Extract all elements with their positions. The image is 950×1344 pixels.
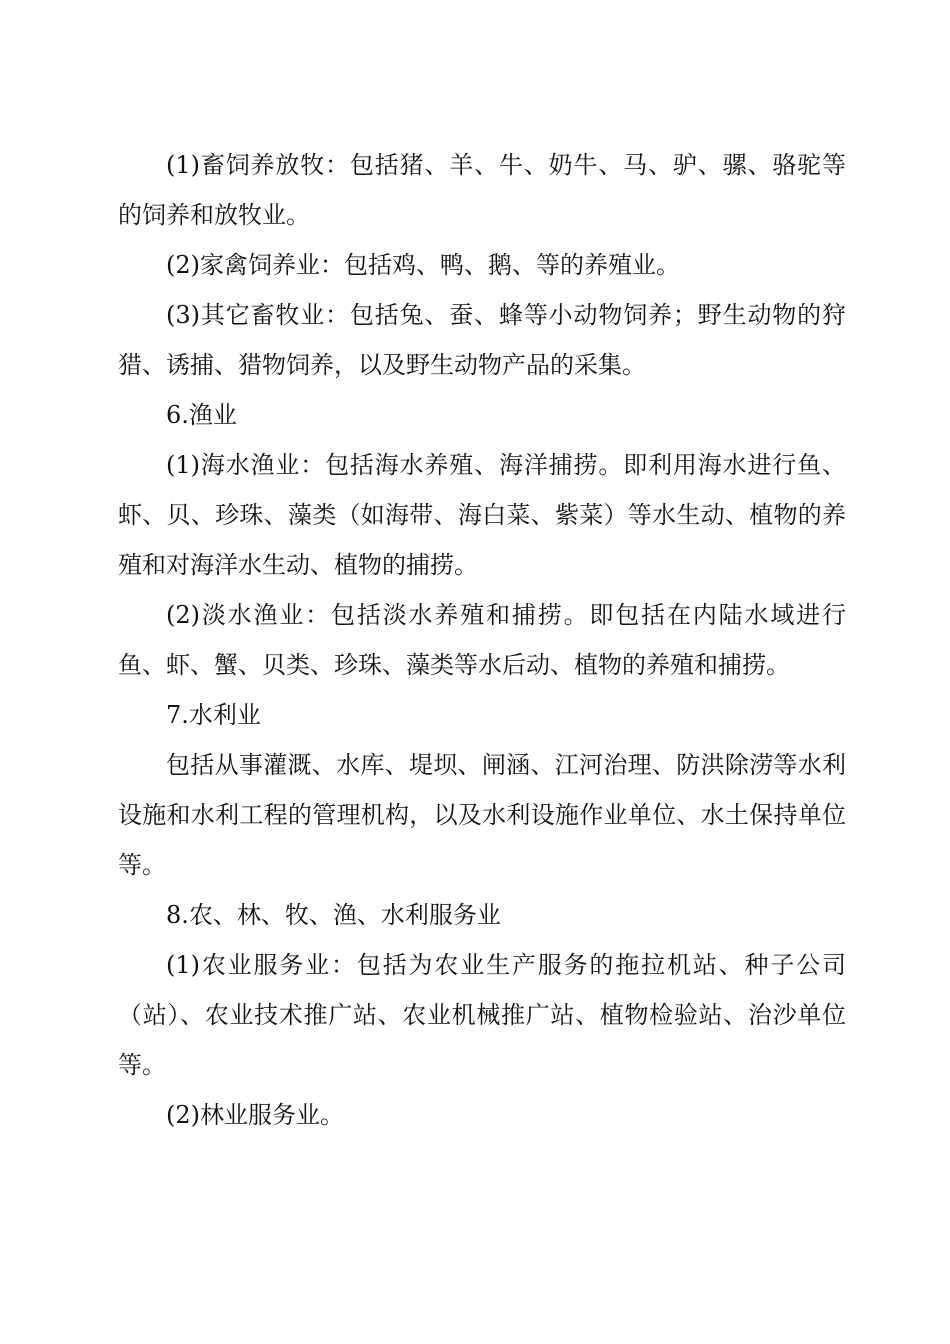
paragraph-agri-services: (1)农业服务业：包括为农业生产服务的拖拉机站、种子公司（站）、农业技术推广站、农业机械推广站、植物检验站、治沙单位等。 (118, 951, 846, 1079)
document-body (118, 140, 846, 1140)
heading-services: 8.农、林、牧、渔、水利服务业 (166, 901, 501, 929)
heading-water-conservancy: 7.水利业 (166, 701, 261, 729)
paragraph-water-conservancy: 包括从事灌溉、水库、堤坝、闸涵、江河治理、防洪除涝等水利设施和水利工程的管理机构，以及水利设施作业单位、水土保持单位等。 (118, 751, 846, 879)
paragraph-livestock-grazing: (1)畜饲养放牧：包括猪、羊、牛、奶牛、马、驴、骡、骆驼等的饲养和放牧业。 (118, 151, 846, 229)
paragraph-forestry-services: (2)林业服务业。 (166, 1101, 344, 1129)
paragraph-other-husbandry: (3)其它畜牧业：包括兔、蚕、蜂等小动物饲养；野生动物的狩猎、诱捕、猎物饲养，以及野生动物产品的采集。 (118, 301, 846, 379)
paragraph-poultry: (2)家禽饲养业：包括鸡、鸭、鹅、等的养殖业。 (166, 251, 680, 279)
heading-fishery: 6.渔业 (166, 401, 237, 429)
paragraph-freshwater-fishery: (2)淡水渔业：包括淡水养殖和捕捞。即包括在内陆水域进行鱼、虾、蟹、贝类、珍珠、藻类等水后动、植物的养殖和捕捞。 (118, 601, 846, 679)
paragraph-marine-fishery: (1)海水渔业：包括海水养殖、海洋捕捞。即利用海水进行鱼、虾、贝、珍珠、藻类（如海带、海白菜、紫菜）等水生动、植物的养殖和对海洋水生动、植物的捕捞。 (118, 451, 846, 579)
